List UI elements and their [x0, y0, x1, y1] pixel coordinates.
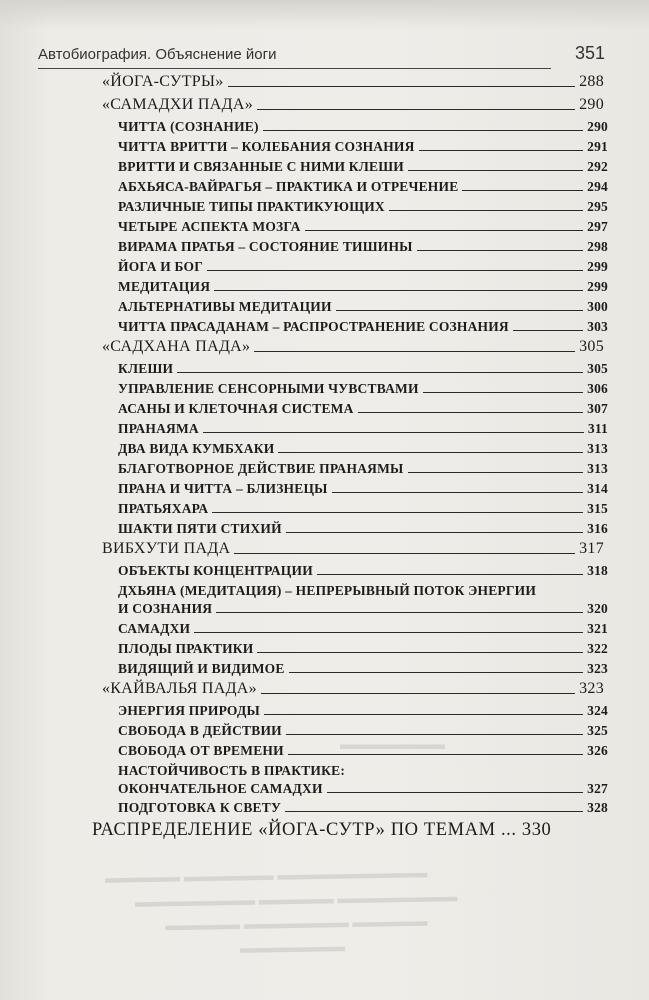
dot-leader [228, 86, 576, 87]
dot-leader [358, 412, 584, 413]
toc-entry-label: СВОБОДА В ДЕЙСТВИИ [118, 723, 282, 738]
toc-entry[interactable] [118, 481, 608, 497]
toc-entry-page: 313 [587, 441, 608, 456]
toc-entry-page: 290 [587, 119, 608, 134]
dot-leader [286, 734, 583, 735]
toc-entry-page: 299 [587, 259, 608, 274]
toc-entry-label: ПЛОДЫ ПРАКТИКИ [118, 641, 254, 656]
dot-leader [513, 330, 583, 331]
dot-leader [462, 190, 583, 191]
toc-entry[interactable] [102, 680, 604, 698]
toc-entry-label: ВРИТТИ И СВЯЗАННЫЕ С НИМИ КЛЕШИ [118, 159, 404, 174]
toc-entry[interactable] [118, 641, 608, 657]
toc-entry-page: 323 [579, 680, 604, 697]
toc-entry[interactable] [118, 601, 608, 617]
toc-entry[interactable] [118, 461, 608, 477]
toc-entry-page: 291 [587, 139, 608, 154]
toc-entry[interactable] [118, 743, 608, 759]
toc-entry-label: ОБЪЕКТЫ КОНЦЕНТРАЦИИ [118, 563, 313, 578]
toc-entry[interactable] [118, 239, 608, 255]
dot-leader [203, 432, 584, 433]
running-header-title: Автобиография. Объяснение йоги [38, 46, 277, 63]
dot-leader [257, 109, 575, 110]
toc-entry-page: 321 [587, 621, 608, 636]
bleed-through-text: ▬▬▬▬▬ ▬▬▬▬▬▬ ▬▬▬▬▬▬▬▬▬▬ [104, 865, 428, 887]
toc-entry-label: ЧЕТЫРЕ АСПЕКТА МОЗГА [118, 219, 301, 234]
toc-entry[interactable] [118, 723, 608, 739]
bleed-through-text: ▬▬▬▬▬▬▬ [340, 737, 445, 753]
toc-entry-label: ПОДГОТОВКА К СВЕТУ [118, 800, 282, 815]
dot-leader [286, 532, 583, 533]
toc-entry-page: 314 [587, 481, 608, 496]
toc-entry[interactable] [118, 521, 608, 537]
toc-entry-label: ЧИТТА ПРАСАДАНАМ – РАСПРОСТРАНЕНИЕ СОЗНАНИЯ [118, 319, 509, 334]
dot-leader [216, 612, 583, 613]
dot-leader [332, 492, 584, 493]
toc-entry-label: УПРАВЛЕНИЕ СЕНСОРНЫМИ ЧУВСТВАМИ [118, 381, 419, 396]
toc-entry[interactable] [118, 661, 608, 677]
toc-entry-label: ВИБХУТИ ПАДА [102, 540, 231, 557]
dot-leader [254, 351, 575, 352]
dot-leader [264, 714, 583, 715]
toc-entry[interactable] [118, 259, 608, 275]
toc-entry-label: КЛЕШИ [118, 361, 174, 376]
dot-leader [288, 754, 583, 755]
page-number: 351 [574, 43, 605, 63]
toc-entry-label: МЕДИТАЦИЯ [118, 279, 211, 294]
toc-entry-page: 327 [587, 781, 608, 796]
dot-leader [336, 310, 583, 311]
toc-entry[interactable] [118, 501, 608, 517]
toc-entry-page: 307 [587, 401, 608, 416]
dot-leader [263, 130, 583, 131]
dot-leader [408, 170, 583, 171]
toc-entry-page: 316 [587, 521, 608, 536]
toc-final-entry-page: 330 [521, 820, 552, 840]
toc-entry[interactable] [118, 381, 608, 397]
toc-entry[interactable] [102, 73, 604, 91]
toc-entry-label: ЭНЕРГИЯ ПРИРОДЫ [118, 703, 260, 718]
dot-leader [234, 553, 575, 554]
toc-entry-page: 318 [587, 563, 608, 578]
dot-leader [278, 452, 583, 453]
dot-leader [207, 270, 583, 271]
toc-entry-label: ЙОГА И БОГ [118, 259, 204, 274]
toc-entry-label: АСАНЫ И КЛЕТОЧНАЯ СИСТЕМА [118, 401, 354, 416]
toc-entry[interactable] [118, 319, 608, 335]
toc-entry-page: 315 [587, 501, 608, 516]
toc-entry[interactable] [118, 621, 608, 637]
dot-leader [423, 392, 583, 393]
toc-entry[interactable] [118, 199, 608, 215]
toc-entry-page: 294 [587, 179, 608, 194]
toc-entry-page: 305 [587, 361, 608, 376]
toc-entry-label: ШАКТИ ПЯТИ СТИХИЙ [118, 521, 282, 536]
toc-entry-page: 324 [587, 703, 608, 718]
toc-entry[interactable] [118, 279, 608, 295]
toc-entry-page: 322 [587, 641, 608, 656]
dot-leader [285, 811, 583, 812]
toc-entry-label: ВИДЯЩИЙ И ВИДИМОЕ [118, 661, 285, 676]
toc-entry-label: СВОБОДА ОТ ВРЕМЕНИ [118, 743, 284, 758]
toc-entry-page: 323 [587, 661, 608, 676]
toc-entry[interactable] [118, 401, 608, 417]
toc-entry[interactable] [118, 703, 608, 719]
dot-leader [261, 693, 575, 694]
toc-entry[interactable] [118, 781, 608, 797]
dot-leader [317, 574, 583, 575]
toc-entry-label: «КАЙВАЛЬЯ ПАДА» [102, 680, 257, 697]
dot-leader [419, 150, 584, 151]
toc-entry[interactable] [118, 119, 608, 135]
toc-entry-page: 311 [587, 421, 608, 436]
dot-leader [212, 512, 583, 513]
toc-entry-page: 325 [587, 723, 608, 738]
toc-entry-page: 298 [587, 239, 608, 254]
toc-entry-label: БЛАГОТВОРНОЕ ДЕЙСТВИЕ ПРАНАЯМЫ [118, 461, 404, 476]
toc-entry[interactable] [118, 219, 608, 235]
toc-entry-label: ПРАНАЯМА [118, 421, 199, 436]
bleed-through-text: ▬▬▬▬▬ ▬▬▬▬▬▬▬ ▬▬▬▬▬ [164, 913, 428, 935]
toc-entry-page: 290 [579, 96, 604, 113]
toc-entry-label: ПРАНА И ЧИТТА – БЛИЗНЕЦЫ [118, 481, 328, 496]
dot-leader [289, 672, 584, 673]
toc-entry-label: ПРАТЬЯХАРА [118, 501, 209, 516]
toc-entry-page: 317 [579, 540, 604, 557]
toc-entry[interactable] [118, 139, 608, 155]
toc-entry-page: 299 [587, 279, 608, 294]
toc-entry-label: ЧИТТА (СОЗНАНИЕ) [118, 119, 259, 134]
toc-entry[interactable] [102, 96, 604, 114]
dot-leader [177, 372, 583, 373]
toc-entry-label: «САДХАНА ПАДА» [102, 338, 251, 355]
toc-entry[interactable] [118, 563, 608, 579]
toc-entry-page: 300 [587, 299, 608, 314]
toc-entry-page: 306 [587, 381, 608, 396]
toc-entry-page: 305 [579, 338, 604, 355]
dot-leader [408, 472, 584, 473]
dot-leader [194, 632, 583, 633]
dot-leader [389, 210, 583, 211]
toc-final-entry[interactable] [92, 820, 551, 841]
dot-leader [257, 652, 583, 653]
toc-entry[interactable] [118, 299, 608, 315]
toc-final-entry-label: РАСПРЕДЕЛЕНИЕ «ЙОГА-СУТР» ПО ТЕМАМ ... [92, 820, 517, 840]
toc-entry-label: АБХЬЯСА-ВАЙРАГЬЯ – ПРАКТИКА И ОТРЕЧЕНИЕ [118, 179, 459, 194]
toc-entry-page: 326 [587, 743, 608, 758]
toc-entry-label[interactable]: НАСТОЙЧИВОСТЬ В ПРАКТИКЕ: [118, 763, 346, 778]
toc-entry-page: 313 [587, 461, 608, 476]
bleed-through-text: ▬▬▬▬▬▬▬ [239, 939, 346, 957]
dot-leader [305, 230, 584, 231]
toc-entry-page: 288 [579, 73, 604, 90]
toc-entry-page: 292 [587, 159, 608, 174]
toc-entry-label: РАЗЛИЧНЫЕ ТИПЫ ПРАКТИКУЮЩИХ [118, 199, 385, 214]
toc-entry-label[interactable]: ДХЬЯНА (МЕДИТАЦИЯ) – НЕПРЕРЫВНЫЙ ПОТОК ЭНЕРГИИ [118, 583, 537, 598]
toc-entry-label: «САМАДХИ ПАДА» [102, 96, 254, 113]
dot-leader [214, 290, 583, 291]
toc-entry-page: 295 [587, 199, 608, 214]
toc-entry-page: 320 [587, 601, 608, 616]
toc-entry-label: ВИРАМА ПРАТЬЯ – СОСТОЯНИЕ ТИШИНЫ [118, 239, 413, 254]
toc-entry-page: 328 [587, 800, 608, 815]
toc-entry-page: 297 [587, 219, 608, 234]
toc-entry[interactable] [118, 441, 608, 457]
toc-entry-label: ОКОНЧАТЕЛЬНОЕ САМАДХИ [118, 781, 323, 796]
dot-leader [417, 250, 584, 251]
toc-entry-label: АЛЬТЕРНАТИВЫ МЕДИТАЦИИ [118, 299, 332, 314]
toc-entry[interactable] [118, 800, 608, 816]
toc-entry-label: САМАДХИ [118, 621, 191, 636]
toc-entry-label: ДВА ВИДА КУМБХАКИ [118, 441, 275, 456]
toc-entry[interactable] [102, 540, 604, 558]
toc-entry[interactable] [118, 361, 608, 377]
toc-entry-label: «ЙОГА-СУТРЫ» [102, 73, 224, 90]
toc-entry[interactable] [118, 421, 608, 437]
bleed-through-text: ▬▬▬▬▬▬▬▬ ▬▬▬▬▬ ▬▬▬▬▬▬▬▬ [134, 889, 458, 911]
toc-entry[interactable] [118, 179, 608, 195]
toc-entry[interactable] [102, 338, 604, 356]
toc-entry-label: И СОЗНАНИЯ [118, 601, 213, 616]
toc-entry[interactable] [118, 159, 608, 175]
toc-entry-label: ЧИТТА ВРИТТИ – КОЛЕБАНИЯ СОЗНАНИЯ [118, 139, 415, 154]
dot-leader [327, 792, 583, 793]
toc-entry-page: 303 [587, 319, 608, 334]
